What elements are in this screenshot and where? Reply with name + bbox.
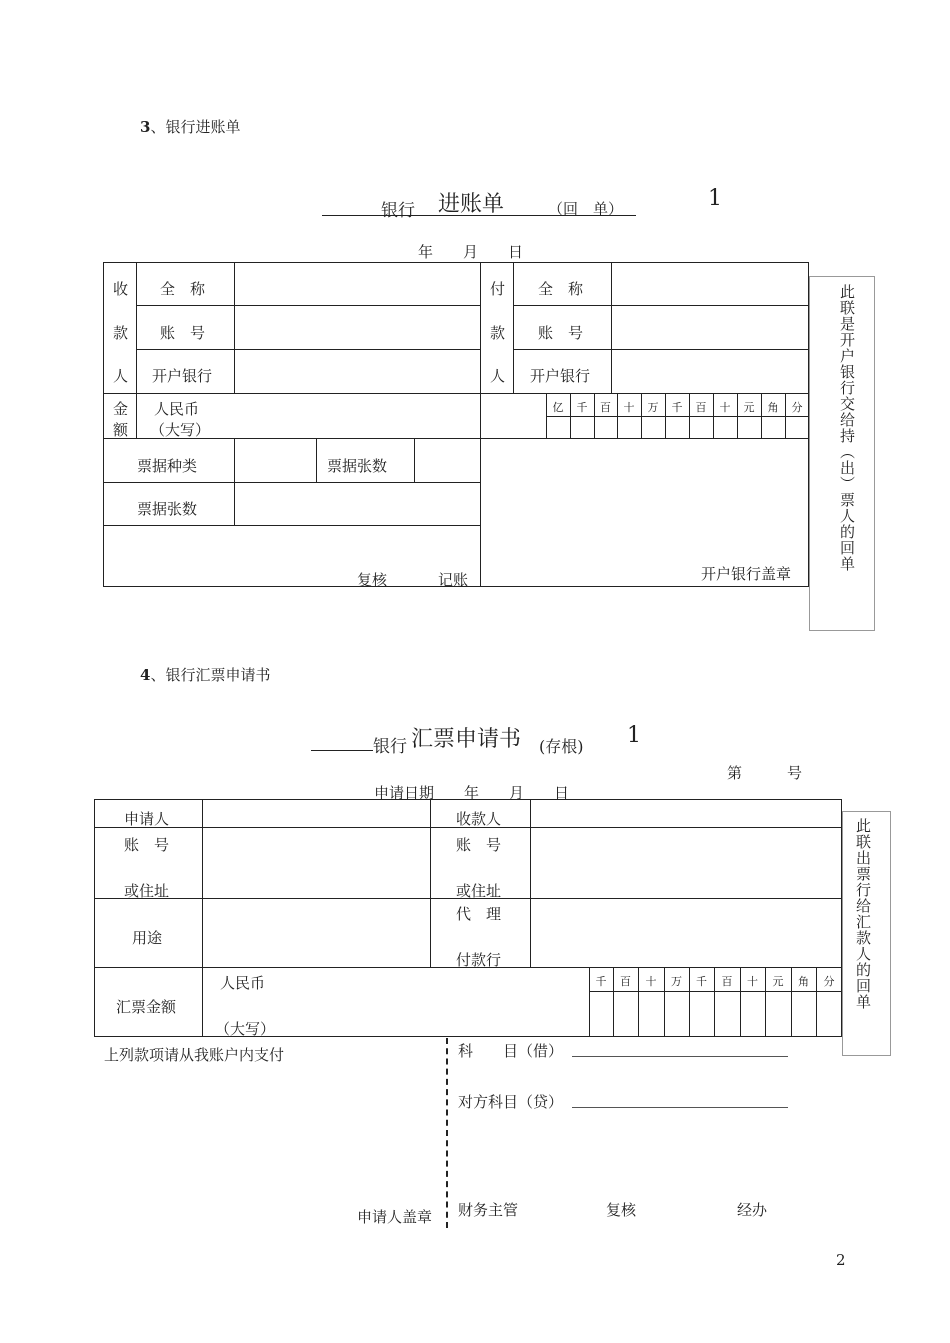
debit-label: 科 目（借） bbox=[458, 1042, 564, 1060]
bank-seal-label: 开户银行盖章 bbox=[701, 565, 792, 583]
bill-type-label: 票据种类 bbox=[137, 457, 198, 475]
pay-note: 上列款项请从我账户内支付 bbox=[104, 1046, 285, 1064]
payee-address-label: 或住址 bbox=[456, 882, 502, 900]
date-line: 年 月 日 bbox=[418, 243, 524, 261]
payee-account-label: 账 号 bbox=[456, 836, 502, 854]
form-number: 第 号 bbox=[727, 764, 803, 782]
digit-label: 分 bbox=[823, 975, 835, 988]
supervisor-label: 财务主管 bbox=[458, 1201, 519, 1219]
digit-label: 元 bbox=[743, 401, 755, 414]
purpose-label: 用途 bbox=[132, 929, 163, 947]
digit-label: 分 bbox=[791, 401, 803, 414]
digit-label: 亿 bbox=[552, 401, 564, 414]
title-main: 汇票申请书 bbox=[411, 727, 522, 752]
title-sub: （回 单） bbox=[548, 200, 624, 218]
review-label: 复核 bbox=[606, 1201, 637, 1219]
title-main: 进账单 bbox=[438, 192, 505, 217]
credit-line bbox=[572, 1107, 788, 1108]
review-label: 复核 bbox=[357, 571, 388, 589]
payee-char-3: 人 bbox=[113, 367, 129, 385]
payer-full-name-label: 全 称 bbox=[538, 280, 584, 298]
payee-bank-label: 开户银行 bbox=[152, 367, 213, 385]
section-4-heading-text: 、银行汇票申请书 bbox=[150, 666, 271, 684]
payee-full-name-label: 全 称 bbox=[160, 280, 206, 298]
digit-label: 十 bbox=[645, 975, 657, 988]
section-3-heading-text: 、银行进账单 bbox=[150, 118, 241, 136]
applicant-address-label: 或住址 bbox=[124, 882, 170, 900]
daxie-label: （大写） bbox=[150, 421, 211, 439]
section-3-heading: 3、银行进账单 bbox=[140, 118, 241, 136]
side-note-text: 此联是开户银行交给持（出）票人的回单 bbox=[838, 284, 856, 572]
payer-bank-label: 开户银行 bbox=[530, 367, 591, 385]
digit-label: 角 bbox=[798, 975, 809, 988]
bill-count-label: 票据张数 bbox=[327, 457, 388, 475]
digit-label: 千 bbox=[576, 401, 588, 414]
digit-label: 千 bbox=[595, 975, 607, 988]
digit-label: 千 bbox=[671, 401, 683, 414]
agent-bank-label-2: 付款行 bbox=[456, 951, 502, 969]
debit-line bbox=[572, 1056, 788, 1057]
digit-label: 百 bbox=[600, 401, 611, 414]
copy-number: 1 bbox=[708, 186, 722, 211]
dashed-divider bbox=[446, 1038, 448, 1228]
digit-label: 十 bbox=[623, 401, 635, 414]
agent-bank-label-1: 代 理 bbox=[456, 905, 502, 923]
digit-label: 十 bbox=[747, 975, 758, 988]
applicant-seal-label: 申请人盖章 bbox=[357, 1208, 433, 1226]
digit-label: 元 bbox=[772, 975, 784, 988]
draft-amount-label: 汇票金额 bbox=[116, 998, 177, 1016]
payee-account-label: 账 号 bbox=[160, 324, 206, 342]
digit-label: 万 bbox=[671, 975, 682, 988]
digit-label: 百 bbox=[695, 401, 707, 414]
payee-char-1: 收 bbox=[113, 280, 129, 298]
digit-label: 角 bbox=[767, 401, 779, 414]
title-sub: (存根) bbox=[539, 737, 584, 756]
payee-char-2: 款 bbox=[113, 324, 129, 342]
side-note-text: 此联出票行给汇款人的回单 bbox=[854, 818, 872, 1010]
record-label: 记账 bbox=[438, 571, 469, 589]
applicant-label: 申请人 bbox=[124, 810, 170, 828]
payer-char-2: 款 bbox=[490, 324, 506, 342]
bill-count-label-2: 票据张数 bbox=[137, 500, 198, 518]
payer-account-label: 账 号 bbox=[538, 324, 584, 342]
section-4-heading: 4、银行汇票申请书 bbox=[140, 666, 271, 684]
title-bank: 银行 bbox=[373, 737, 407, 757]
rmb-label: 人民币 bbox=[220, 974, 266, 992]
page-number: 2 bbox=[836, 1251, 846, 1269]
applicant-account-label: 账 号 bbox=[124, 836, 170, 854]
copy-number: 1 bbox=[627, 723, 641, 748]
payee-label: 收款人 bbox=[456, 810, 502, 828]
daxie-label: （大写） bbox=[215, 1020, 276, 1038]
amount-char-2: 额 bbox=[113, 421, 129, 439]
digit-label: 千 bbox=[696, 975, 707, 988]
rmb-label: 人民币 bbox=[154, 400, 200, 418]
amount-char-1: 金 bbox=[113, 400, 129, 418]
digit-label: 百 bbox=[620, 975, 631, 988]
apply-date: 申请日期 年 月 日 bbox=[374, 784, 570, 802]
digit-label: 百 bbox=[721, 975, 733, 988]
credit-label: 对方科目（贷） bbox=[458, 1093, 564, 1111]
payer-char-3: 人 bbox=[490, 367, 506, 385]
digit-label: 万 bbox=[647, 401, 659, 414]
payer-char-1: 付 bbox=[490, 280, 506, 298]
title-bank: 银行 bbox=[381, 201, 415, 221]
handler-label: 经办 bbox=[737, 1201, 768, 1219]
digit-label: 十 bbox=[719, 401, 731, 414]
